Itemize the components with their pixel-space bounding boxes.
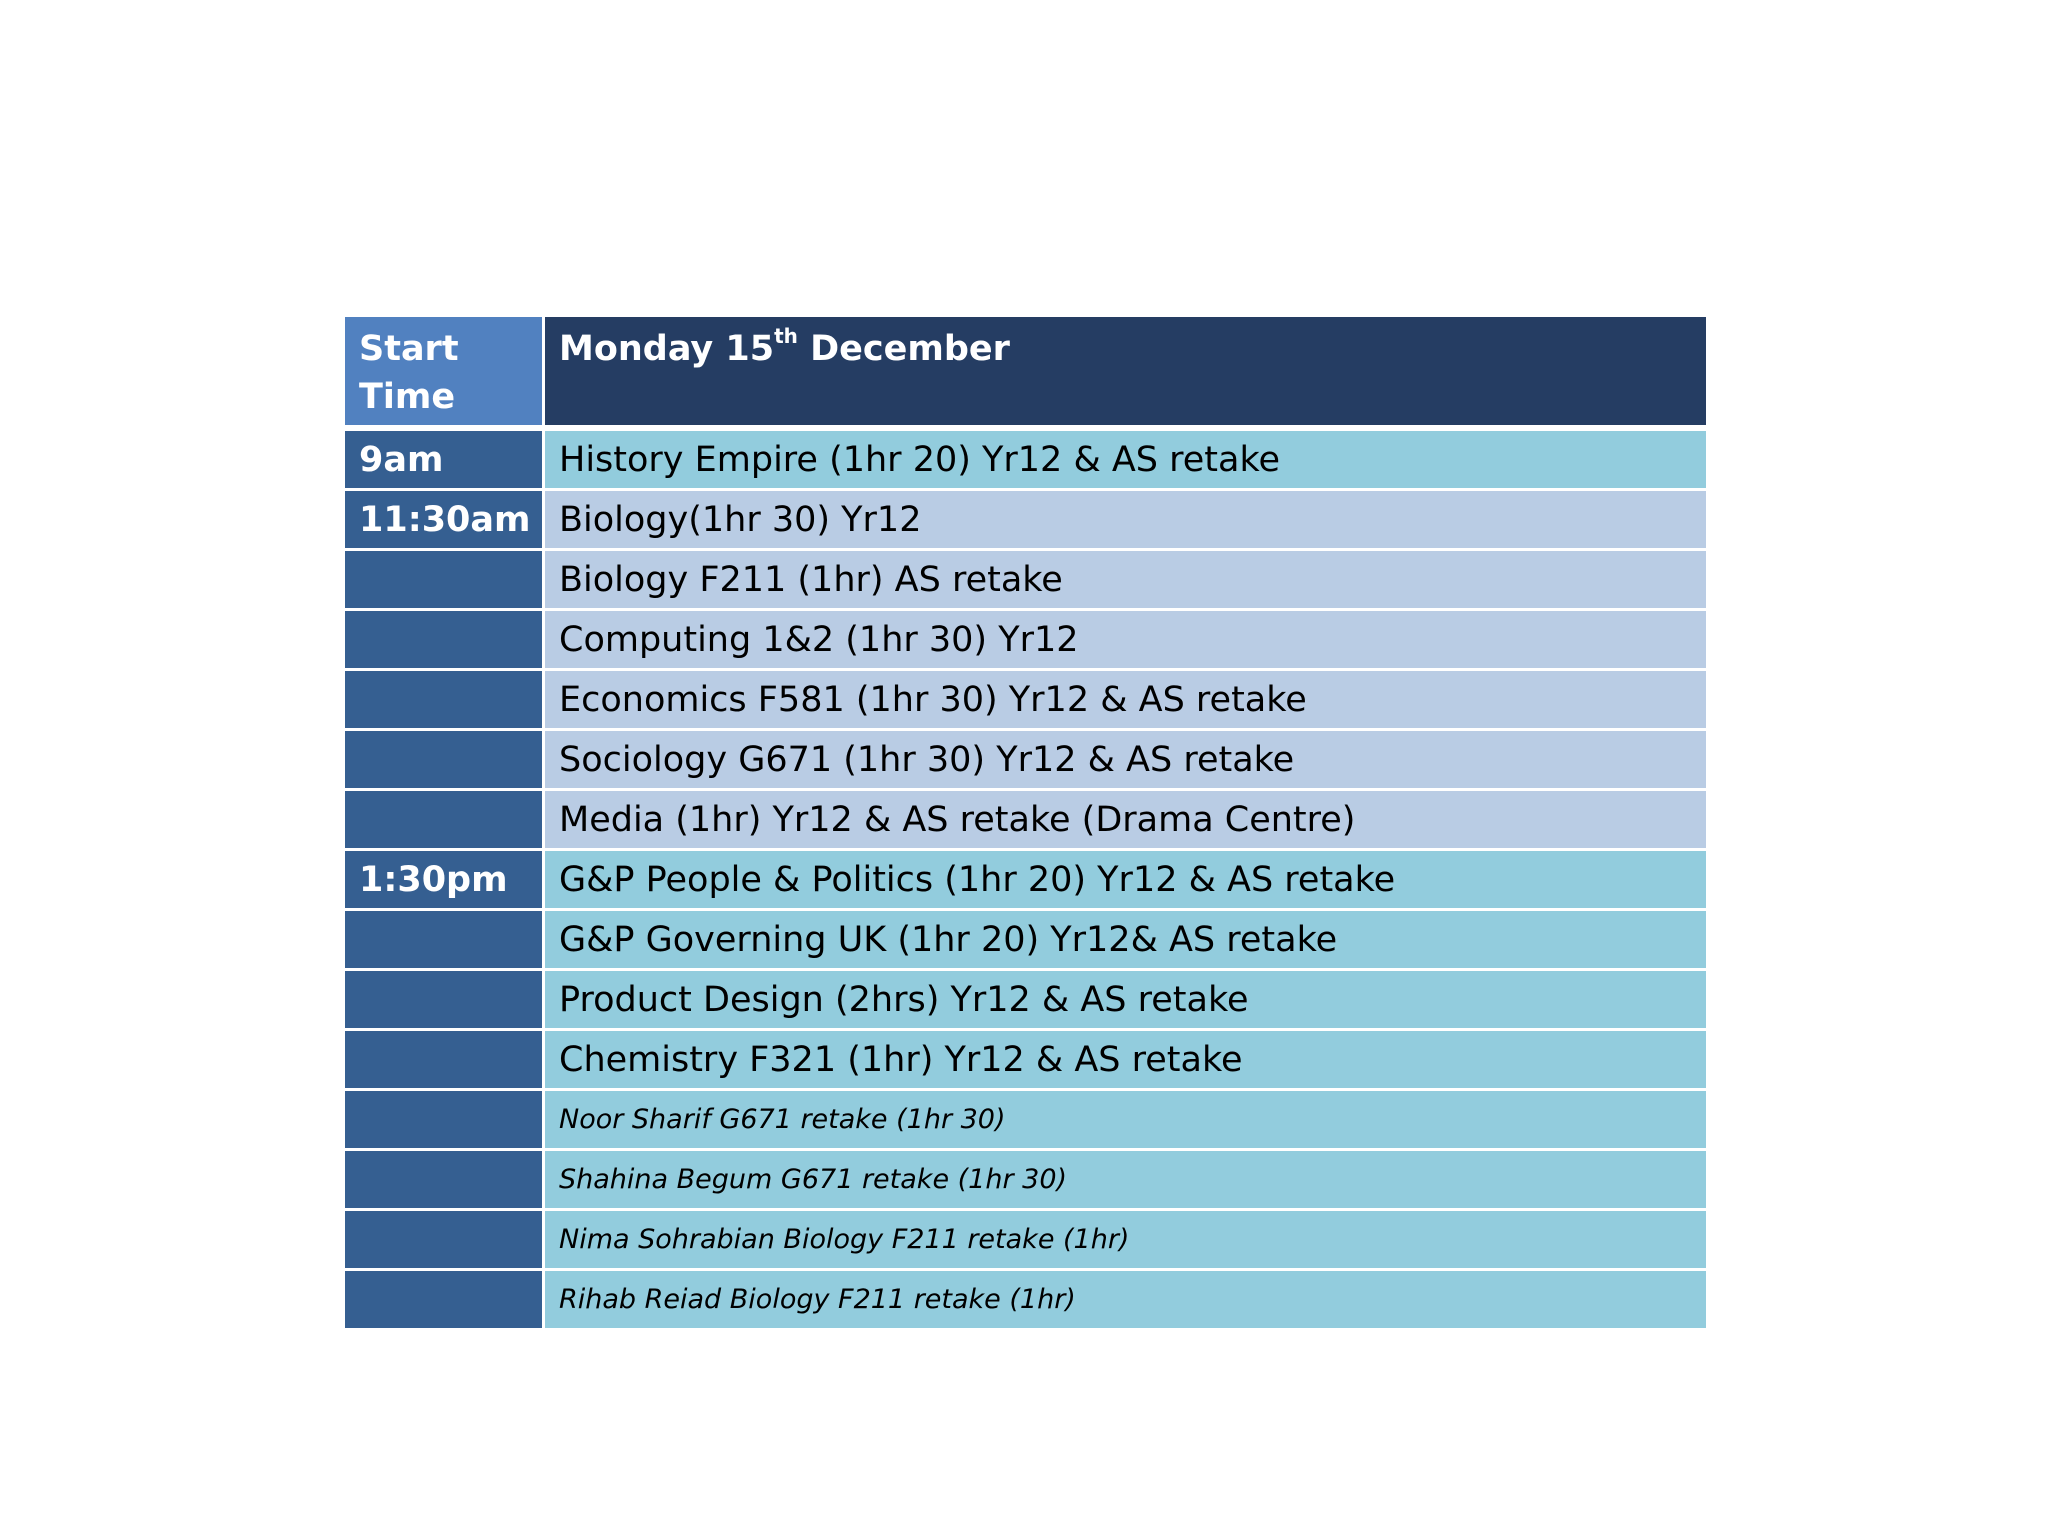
exam-entry-cell: Computing 1&2 (1hr 30) Yr12 <box>544 610 1708 670</box>
schedule-row <box>344 610 1708 670</box>
exam-entry-cell: Biology(1hr 30) Yr12 <box>544 490 1708 550</box>
exam-entry-cell: Media (1hr) Yr12 & AS retake (Drama Centre) <box>544 790 1708 850</box>
exam-entry-cell: Product Design (2hrs) Yr12 & AS retake <box>544 970 1708 1030</box>
exam-entry-cell: G&P People & Politics (1hr 20) Yr12 & AS retake <box>544 850 1708 910</box>
exam-entry-cell: Noor Sharif G671 retake (1hr 30) <box>544 1090 1708 1150</box>
start-time-cell <box>344 730 544 790</box>
schedule-row <box>344 670 1708 730</box>
start-time-cell <box>344 1270 544 1330</box>
exam-entry-cell: Biology F211 (1hr) AS retake <box>544 550 1708 610</box>
start-time-cell <box>344 790 544 850</box>
schedule-body <box>344 430 1708 1330</box>
schedule-row <box>344 550 1708 610</box>
exam-entry-cell: Shahina Begum G671 retake (1hr 30) <box>544 1150 1708 1210</box>
schedule-row <box>344 1090 1708 1150</box>
header-row <box>344 316 1708 427</box>
schedule-row <box>344 1270 1708 1330</box>
schedule-row <box>344 1030 1708 1090</box>
schedule-row <box>344 490 1708 550</box>
start-time-cell <box>344 550 544 610</box>
exam-schedule-table <box>342 314 1709 1331</box>
exam-entry-cell: Nima Sohrabian Biology F211 retake (1hr) <box>544 1210 1708 1270</box>
day-header <box>544 316 1708 427</box>
schedule-row <box>344 910 1708 970</box>
start-time-cell <box>344 1090 544 1150</box>
day-header-month: December <box>797 329 1010 369</box>
start-time-cell: 1:30pm <box>344 850 544 910</box>
exam-entry-cell: Chemistry F321 (1hr) Yr12 & AS retake <box>544 1030 1708 1090</box>
start-time-cell <box>344 1030 544 1090</box>
day-header-ordinal: th <box>774 324 798 349</box>
start-time-cell <box>344 910 544 970</box>
start-time-cell <box>344 970 544 1030</box>
start-time-cell <box>344 1150 544 1210</box>
exam-entry-cell: Rihab Reiad Biology F211 retake (1hr) <box>544 1270 1708 1330</box>
schedule-row <box>344 730 1708 790</box>
exam-entry-cell: Economics F581 (1hr 30) Yr12 & AS retake <box>544 670 1708 730</box>
schedule-row <box>344 790 1708 850</box>
exam-entry-cell: History Empire (1hr 20) Yr12 & AS retake <box>544 430 1708 490</box>
schedule-row <box>344 1210 1708 1270</box>
schedule-row <box>344 1150 1708 1210</box>
exam-entry-cell: Sociology G671 (1hr 30) Yr12 & AS retake <box>544 730 1708 790</box>
exam-entry-cell: G&P Governing UK (1hr 20) Yr12& AS retake <box>544 910 1708 970</box>
start-time-cell <box>344 1210 544 1270</box>
schedule-row <box>344 850 1708 910</box>
schedule-row <box>344 970 1708 1030</box>
start-time-cell <box>344 610 544 670</box>
start-time-header: Start Time <box>344 316 544 427</box>
schedule-row <box>344 430 1708 490</box>
day-header-prefix: Monday 15 <box>559 329 775 369</box>
start-time-cell: 9am <box>344 430 544 490</box>
start-time-cell <box>344 670 544 730</box>
start-time-cell: 11:30am <box>344 490 544 550</box>
